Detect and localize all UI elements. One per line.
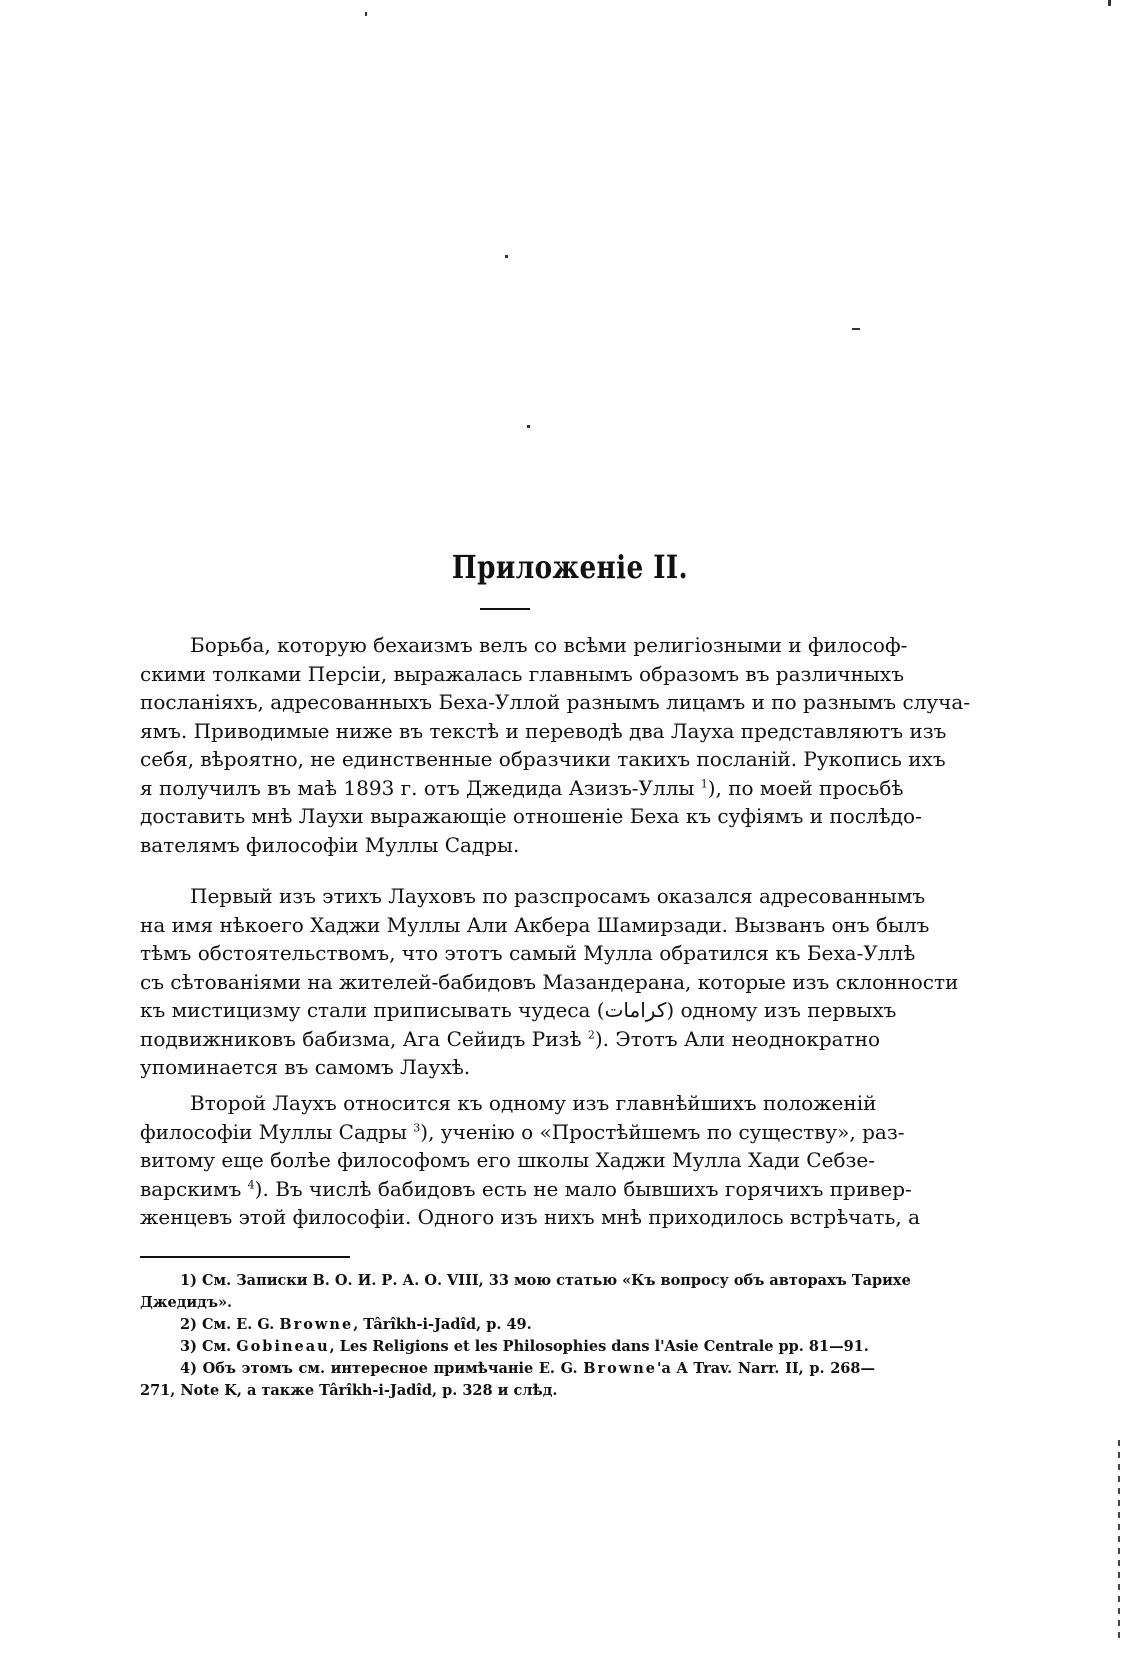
footnote-text: , Les Religions et les Philosophies dans l'Asie Centrale pp. 81—91. xyxy=(329,1338,869,1355)
paragraph-1 xyxy=(140,631,971,859)
footnote-author: Browne xyxy=(583,1360,658,1377)
text-line: упоминается въ самомъ Лаухѣ. xyxy=(140,1055,471,1079)
footnotes xyxy=(140,1270,911,1402)
text-line xyxy=(140,1118,905,1147)
text-line xyxy=(140,996,897,1025)
footnote-text: 4) Объ этомъ см. интересное примѣчанiе E. G. xyxy=(180,1360,578,1377)
speck xyxy=(852,328,860,330)
text-segment: варскимъ xyxy=(140,1176,242,1201)
text-line: Борьба, которую бехаизмъ велъ со всѣми религiозными и философ- xyxy=(190,633,908,657)
speck xyxy=(365,12,367,16)
footnote-author: Gobineau xyxy=(236,1338,330,1355)
text-segment: философiи Муллы Садры xyxy=(140,1119,407,1144)
footnote-text: , Târîkh-i-Jadîd, p. 49. xyxy=(353,1316,532,1333)
footnote-text: 3) См. xyxy=(180,1338,232,1355)
arabic-word: كرامات xyxy=(604,998,667,1022)
text-line: женцевъ этой философiи. Одного изъ нихъ мнѣ приходилось встрѣчать, а xyxy=(140,1205,921,1229)
text-line: съ сѣтованiями на жителей-бабидовъ Мазандерана, которые изъ склонности xyxy=(140,969,959,994)
page-title: Приложенiе II. xyxy=(451,548,689,586)
text-line: ямъ. Приводимые ниже въ текстѣ и переводѣ два Лауха представляютъ изъ xyxy=(140,718,947,743)
text-line: на имя нѣкоего Хаджи Муллы Али Акбера Шамирзади. Вызванъ онъ былъ xyxy=(140,912,930,937)
page-edge-shadow xyxy=(1118,1440,1120,1640)
text-line: посланiяхъ, адресованныхъ Беха-Уллой разнымъ лицамъ и по разнымъ случа- xyxy=(140,690,971,714)
paragraph-2 xyxy=(140,882,959,1082)
text-segment: къ мистицизму стали приписывать чудеса ( xyxy=(140,998,605,1022)
text-line: витому еще болѣе философомъ его школы Хаджи Мулла Хади Себзе- xyxy=(140,1148,875,1172)
speck xyxy=(527,425,530,428)
footnote-1-cont: Джедидъ». xyxy=(140,1294,233,1311)
title-divider xyxy=(480,608,530,610)
text-line: тѣмъ обстоятельствомъ, что этотъ самый Мулла обратился къ Беха-Уллѣ xyxy=(140,941,916,965)
text-line: Второй Лаухъ относится къ одному изъ главнѣйшихъ положенiй xyxy=(190,1091,877,1115)
footnote-ref: 2 xyxy=(587,1027,595,1041)
footnote-ref: 1 xyxy=(700,776,708,790)
footnote-text: 'а A Trav. Narr. II, p. 268— xyxy=(657,1360,875,1377)
footnote-1: 1) См. Записки В. О. И. Р. А. О. VIII, 33 мою статью «Къ вопросу объ авторахъ Тарихе xyxy=(180,1272,911,1289)
text-line: вателямъ философiи Муллы Садры. xyxy=(140,832,520,857)
paragraph-3 xyxy=(140,1089,921,1232)
text-line xyxy=(140,774,904,803)
speck xyxy=(1108,0,1111,6)
text-segment: я получилъ въ маѣ 1893 г. отъ Джедида Азизъ-Уллы xyxy=(140,775,695,800)
text-line: Первый изъ этихъ Лауховъ по разспросамъ оказался адресованнымъ xyxy=(190,884,926,908)
footnote-text: 2) См. E. G. xyxy=(180,1316,275,1333)
text-segment: ), по моей просьбѣ xyxy=(707,775,904,800)
footnote-ref: 4 xyxy=(247,1177,255,1191)
footnote-ref: 3 xyxy=(413,1120,421,1134)
text-segment: ). Этотъ Али неоднократно xyxy=(594,1026,881,1051)
speck xyxy=(505,255,508,258)
text-segment: ), ученiю о «Простѣйшемъ по существу», раз- xyxy=(420,1119,905,1144)
text-line: скими толками Персiи, выражалась главнымъ образомъ въ различныхъ xyxy=(140,661,904,686)
footnote-4-cont: 271, Note K, а также Târîkh-i-Jadîd, p. 328 и слѣд. xyxy=(140,1382,558,1399)
footnote-2 xyxy=(140,1314,875,1336)
footnote-divider xyxy=(140,1256,350,1258)
footnote-3 xyxy=(140,1336,875,1358)
text-segment: подвижниковъ бабизма, Ага Сейидъ Ризѣ xyxy=(140,1026,582,1051)
text-line: себя, вѣроятно, не единственные образчики такихъ посланiй. Рукопись ихъ xyxy=(140,747,946,771)
text-segment: ) одному изъ первыхъ xyxy=(666,998,897,1022)
text-line: доставить мнѣ Лаухи выражающiе отношенiе Беха къ суфiямъ и послѣдо- xyxy=(140,804,922,828)
text-segment: ). Въ числѣ бабидовъ есть не мало бывшихъ горячихъ привер- xyxy=(254,1176,912,1201)
text-line xyxy=(140,1025,881,1054)
text-line xyxy=(140,1175,912,1204)
footnote-4 xyxy=(140,1358,875,1380)
footnote-author: Browne xyxy=(279,1316,354,1333)
